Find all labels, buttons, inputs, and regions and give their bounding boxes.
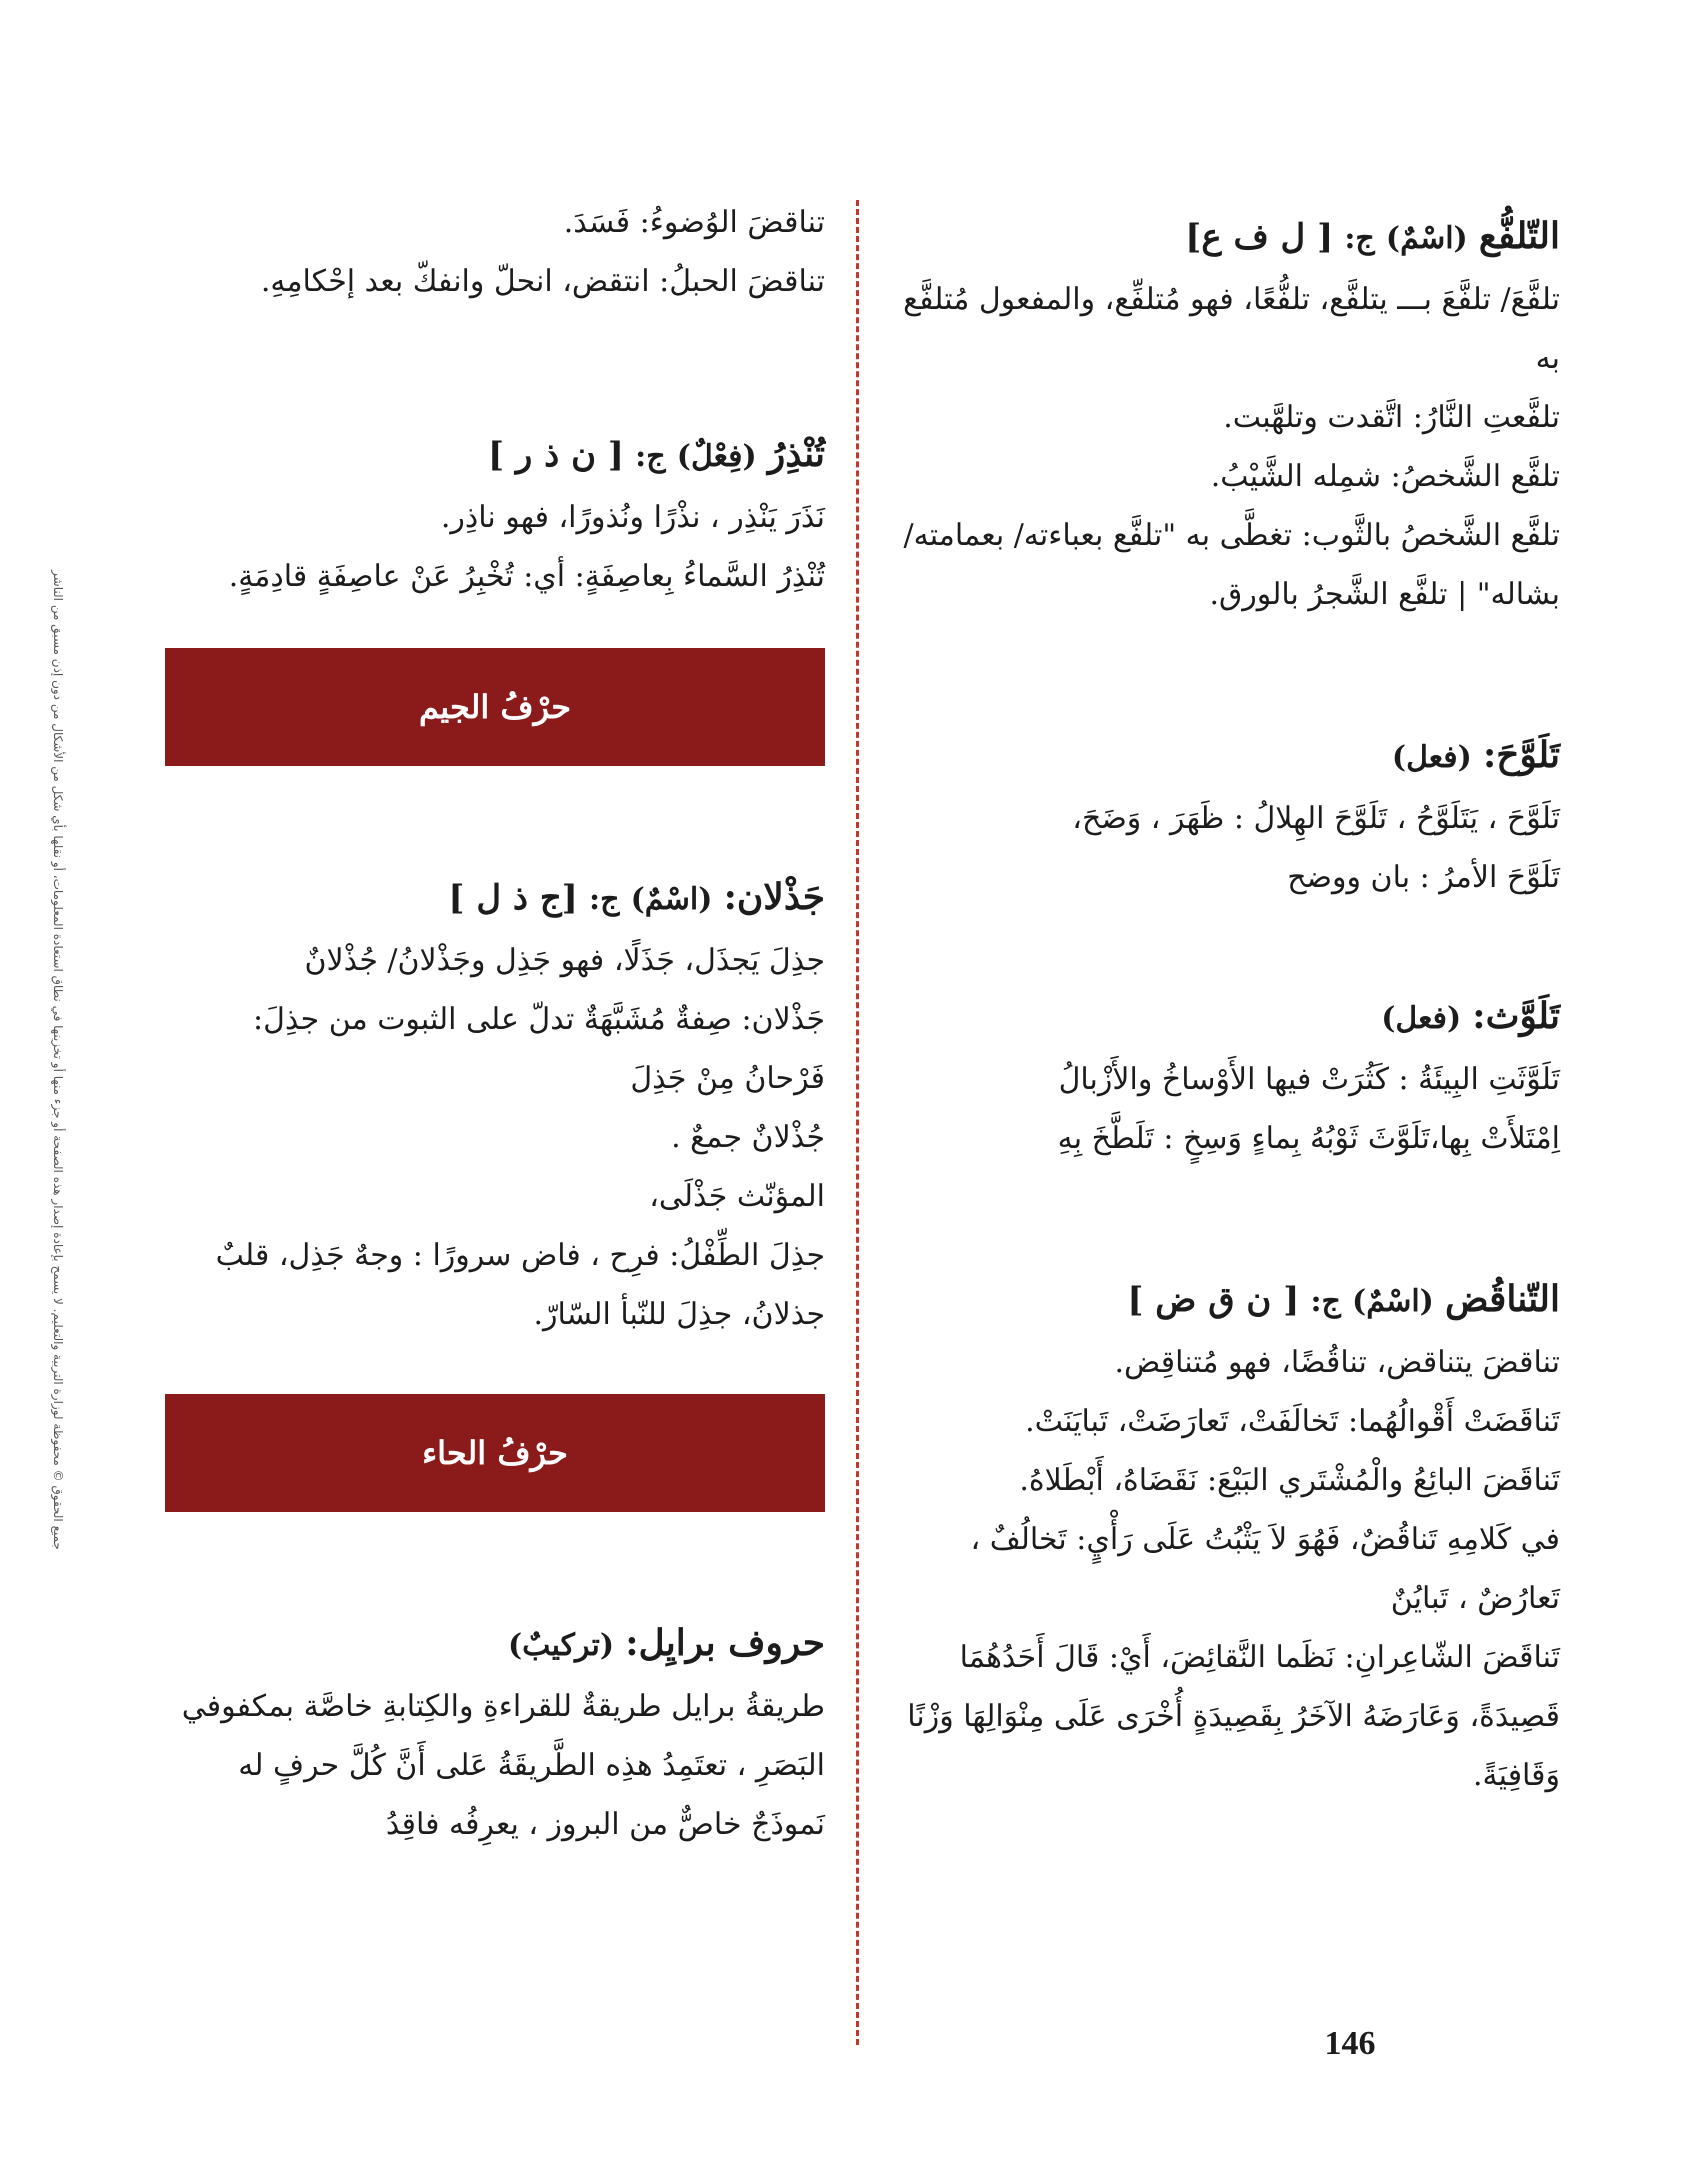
headword: التّلفُّع: [1478, 215, 1560, 257]
entry-heading: [900, 724, 1560, 789]
root-label: ج:: [635, 439, 666, 474]
definition-line: تلفَّع الشَّخصُ بالثَّوب: تغطَّى به "تلفَّع بعباءته/ بعمامته/ بشاله" | تلفَّع الشَّجرُ بالورق.: [903, 518, 1560, 612]
part-of-speech: (فِعْلٌ): [676, 439, 757, 474]
part-of-speech: (اسْمٌ): [1352, 1284, 1434, 1319]
entry-talawwatha: [900, 985, 1560, 1168]
section-title: حرْفُ الجيم: [419, 687, 571, 726]
definition-line: تَلَوَّحَ الأمرُ : بان ووضح: [1287, 860, 1560, 895]
entry-talawwaha: [900, 724, 1560, 907]
definition-line: تُنْذِرُ السَّماءُ بِعاصِفَةٍ: أي: تُخْبِرُ عَنْ عاصِفَةٍ قادِمَةٍ.: [228, 559, 825, 594]
root-letters: [ ل ف ع]: [1185, 217, 1334, 257]
definition-line: تَلَوَّثَتِ البِيئَةُ : كَثُرَتْ فيها الأَوْساخُ والأَزْبالُ: [1058, 1062, 1560, 1097]
definition-line: تَناقَضَ البائِعُ والْمُشْتَري البَيْعَ: نَقَضَاهُ، أَبْطَلاهُ.: [1019, 1463, 1560, 1498]
section-title: حرْفُ الحاء: [422, 1433, 568, 1472]
headword: التّناقُض: [1445, 1278, 1560, 1320]
root-label: ج:: [1344, 221, 1375, 256]
definition-line: في كَلامِهِ تَناقُضٌ، فَهُوَ لاَ يَثْبُتُ عَلَى رَأْيٍ: تَخالُفٌ ، تَعارُضٌ ، تَبايُنٌ: [970, 1522, 1560, 1616]
root-letters: [ج ذ ل ]: [448, 878, 578, 918]
definition-line: نَذَرَ يَنْذِر ، نذْرًا ونُذورًا، فهو ناذِر.: [440, 500, 825, 535]
headword: جَذْلان:: [723, 876, 825, 918]
column-divider: [856, 200, 859, 2045]
entry-heading: [165, 423, 825, 488]
entry-heading: [165, 866, 825, 931]
part-of-speech: (فعل): [1391, 740, 1472, 775]
definition-line: تَلَوَّحَ ، يَتَلَوَّحُ ، تَلَوَّحَ الهِلالُ : ظَهَرَ ، وَضَحَ،: [1072, 801, 1560, 836]
section-banner-ha: [165, 1394, 825, 1512]
definition-line: جذِلَ الطِّفْلُ: فرِح ، فاض سرورًا : وجهٌ جَذِل، قلبٌ جذلانُ، جذِلَ للنّبأ السّارّ.: [215, 1238, 825, 1332]
definition-line: المؤنّث جَذْلَى،: [649, 1179, 825, 1214]
entry-braille: [165, 1612, 825, 1854]
entry-tundhiru: [165, 423, 825, 606]
left-column: [165, 205, 825, 1854]
entry-heading: [900, 985, 1560, 1050]
part-of-speech: (اسْمٌ): [1385, 221, 1468, 256]
entry-heading: [165, 1612, 825, 1677]
part-of-speech: (فعل): [1381, 1001, 1462, 1036]
definition-line: تلفَّع الشَّخصُ: شمِله الشَّيْبُ.: [1210, 459, 1560, 494]
page-number: 146: [1324, 2025, 1376, 2062]
definition-line: اِمْتَلأَتْ بِها،تَلَوَّثَ ثَوْبُهُ بِماءٍ وَسِخٍ : تَلَطَّخَ بِهِ: [1057, 1121, 1560, 1156]
headword: تَلَوَّحَ:: [1482, 734, 1560, 776]
definition-line: جُذْلانٌ جمعٌ .: [671, 1120, 825, 1155]
definition-line: جَذْلان: صِفةٌ مُشَبَّهَةٌ تدلّ على الثبوت من جذِلَ: فَرْحانُ مِنْ جَذِلَ: [253, 1002, 825, 1096]
root-label: ج:: [589, 882, 620, 917]
entry-tanaqud-continued: [165, 193, 825, 311]
headword: تَلَوَّث:: [1472, 995, 1560, 1037]
entry-talaffu: [900, 205, 1560, 624]
copyright-text: جميع الحقوق © محفوظة لوزارة التربية والتعليم. لا يسمح بإعادة إصدار هذه الصفحة أو جزء منها أو تخزينها في نطاق استعادة المعلومات، أو نقلها بأي شكل من الأشكال من دون إذن مسبق من الناشر: [51, 570, 65, 1550]
definition-line: تلفَّعتِ النَّارُ: اتَّقدت وتلهَّبت.: [1223, 400, 1560, 435]
definition-line: تَناقَضَ الشّاعِرانِ: نَظَما النَّقائِضَ، أَيْ: قَالَ أَحَدُهُمَا قَصِيدَةً، وَعَارَضَهُ الآخَرُ بِقَصِيدَةٍ أُخْرَى عَلَى مِنْوَالِهَا وَزْنًا وَقَافِيَةً.: [907, 1640, 1560, 1793]
copyright-sidebar: [38, 380, 78, 1740]
root-letters: [ ن ذ ر ]: [487, 435, 625, 475]
definition-line: تلفَّعَ/ تلفَّعَ بـــ يتلفَّع، تلفُّعًا، فهو مُتلفِّع، والمفعول مُتلفَّع به: [903, 282, 1560, 376]
definition-line: جذِلَ يَجذَل، جَذَلًا، فهو جَذِل وجَذْلانُ/ جُذْلانٌ: [304, 943, 825, 978]
right-column: [900, 205, 1560, 1805]
entry-jadhlan: [165, 866, 825, 1344]
entry-heading: [900, 1268, 1560, 1333]
entry-tanaqud: [900, 1268, 1560, 1805]
root-letters: [ ن ق ض ]: [1127, 1280, 1300, 1320]
section-banner-jim: [165, 648, 825, 766]
definition-line: تناقضَ الوُضوءُ: فَسَدَ.: [563, 205, 825, 240]
definition-line: تناقضَ يتناقض، تناقُضًا، فهو مُتناقِض.: [1114, 1345, 1560, 1380]
definition-line: تناقضَ الحبلُ: انتقض، انحلّ وانفكّ بعد إحْكامِهِ.: [260, 264, 825, 299]
part-of-speech: (تركيبٌ): [507, 1628, 615, 1663]
entry-heading: [900, 205, 1560, 270]
headword: حروف برايِل:: [625, 1622, 825, 1664]
part-of-speech: (اسْمٌ): [630, 882, 713, 917]
headword: تُنْذِرُ: [767, 433, 825, 475]
definition-line: طريقةُ برايل طريقةٌ للقراءةِ والكِتابةِ خاصَّة بمكفوفي البَصَرِ ، تعتَمِدُ هذِه الطَّريقَةُ عَلى أَنَّ كُلَّ حرفٍ له نَموذَجٌ خاصٌّ من البروز ، يعرِفُه فاقِدُ: [181, 1689, 825, 1842]
root-label: ج:: [1310, 1284, 1341, 1319]
definition-line: تَناقَضَتْ أَقْوالُهُما: تَخالَفَتْ، تَعارَضَتْ، تَبايَنَتْ.: [1025, 1404, 1560, 1439]
